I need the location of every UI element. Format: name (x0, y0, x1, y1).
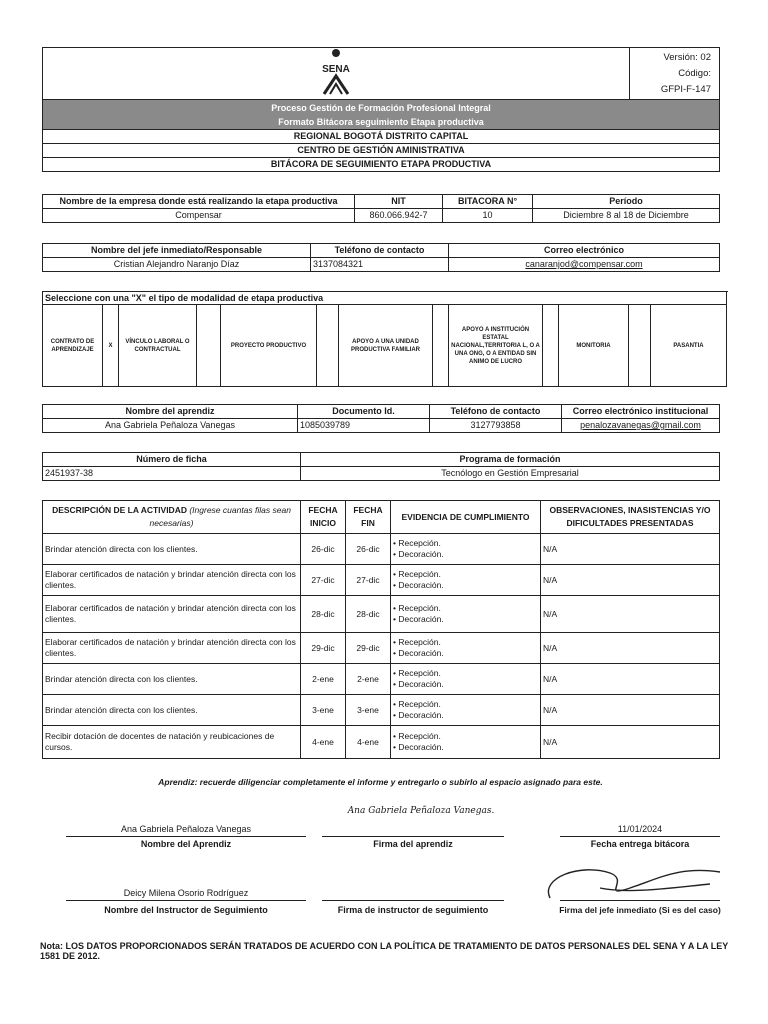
modality-pasantia: PASANTIA (651, 305, 727, 387)
evidence-line: • Decoración. (393, 742, 444, 752)
delivery-date-line (560, 836, 720, 837)
activity-end: 26-dic (346, 534, 391, 565)
bitacora-header: BITACORA N° (443, 195, 533, 209)
activity-end: 29-dic (346, 633, 391, 664)
boss-email-header: Correo electrónico (449, 244, 720, 258)
program-name: Tecnólogo en Gestión Empresarial (301, 467, 720, 481)
modality-unidad-familiar: APOYO A UNA UNIDAD PRODUCTIVA FAMILIAR (339, 305, 433, 387)
apprentice-name-sign: Ana Gabriela Peñaloza Vanegas (121, 824, 251, 834)
boss-phone: 3137084321 (311, 258, 449, 272)
ficha-header: Número de ficha (43, 453, 301, 467)
modality-box-proyecto[interactable] (317, 305, 339, 387)
activity-row (43, 633, 720, 664)
nit-value: 860.066.942-7 (355, 209, 443, 223)
activity-desc: Brindar atención directa con los clientes. (43, 534, 301, 565)
activity-start: 27-dic (301, 565, 346, 596)
activity-observation: N/A (541, 695, 720, 726)
modality-vinculo: VÍNCULO LABORAL O CONTRACTUAL (119, 305, 197, 387)
activity-desc-header (43, 501, 301, 534)
boss-name-header: Nombre del jefe inmediato/Responsable (43, 244, 311, 258)
activity-observation: N/A (541, 596, 720, 633)
activity-evidence (391, 695, 541, 726)
activity-start: 28-dic (301, 596, 346, 633)
regional-text: REGIONAL BOGOTÁ DISTRITO CAPITAL (43, 130, 720, 144)
version-text: Versión: 02 (663, 51, 711, 63)
sena-logo-icon (318, 48, 354, 96)
apprentice-name-label: Nombre del Aprendiz (140, 839, 232, 849)
apprentice-phone-header: Teléfono de contacto (430, 405, 562, 419)
evidence-line: • Recepción. (393, 637, 441, 647)
modality-proyecto: PROYECTO PRODUCTIVO (221, 305, 317, 387)
activity-start: 29-dic (301, 633, 346, 664)
activity-start: 3-ene (301, 695, 346, 726)
activity-row (43, 664, 720, 695)
activity-desc-header-italic: (Ingrese cuantas filas sean necesarias) (149, 505, 291, 528)
activity-start: 2-ene (301, 664, 346, 695)
boss-sign-line (560, 900, 720, 901)
activities-table (42, 500, 720, 759)
activity-row (43, 565, 720, 596)
instructor-name-label: Nombre del Instructor de Seguimiento (104, 905, 268, 915)
activity-desc: Elaborar certificados de natación y brindar atención directa con los clientes. (43, 633, 301, 664)
activity-row (43, 596, 720, 633)
modality-box-monitoria[interactable] (629, 305, 651, 387)
activity-end: 3-ene (346, 695, 391, 726)
activity-evidence (391, 664, 541, 695)
apprentice-name: Ana Gabriela Peñaloza Vanegas (43, 419, 298, 433)
observations-header: OBSERVACIONES, INASISTENCIAS Y/O DIFICULTADES PRESENTADAS (541, 501, 720, 534)
apprentice-doc-header: Documento Id. (298, 405, 430, 419)
company-name-header: Nombre de la empresa donde está realizando la etapa productiva (43, 195, 355, 209)
activity-end: 4-ene (346, 726, 391, 759)
boss-table (42, 243, 720, 272)
modality-box-unidad[interactable] (433, 305, 449, 387)
activity-row (43, 726, 720, 759)
code-label: Código: (678, 67, 711, 79)
evidence-line: • Recepción. (393, 569, 441, 579)
instructor-name: Deicy Milena Osorio Rodríguez (123, 888, 249, 898)
modality-monitoria: MONITORIA (559, 305, 629, 387)
activity-end: 28-dic (346, 596, 391, 633)
instructor-sign-line (322, 900, 504, 901)
code-value: GFPI-F-147 (660, 83, 711, 95)
activity-start: 26-dic (301, 534, 346, 565)
activity-observation: N/A (541, 534, 720, 565)
period-header: Período (533, 195, 720, 209)
apprentice-name-header: Nombre del aprendiz (43, 405, 298, 419)
apprentice-signature: Ana Gabriela Peñaloza Vanegas. (347, 806, 495, 816)
format-text: Formato Bitácora seguimiento Etapa productiva (278, 116, 484, 127)
version-cell (630, 48, 720, 100)
activity-end: 27-dic (346, 565, 391, 596)
bitacora-number: 10 (443, 209, 533, 223)
boss-email: canaranjod@compensar.com (449, 258, 720, 272)
activity-observation: N/A (541, 664, 720, 695)
program-table (42, 452, 720, 481)
evidence-line: • Recepción. (393, 668, 441, 678)
evidence-line: • Decoración. (393, 679, 444, 689)
evidence-header: EVIDENCIA DE CUMPLIMIENTO (391, 501, 541, 534)
ficha-number: 2451937-38 (43, 467, 301, 481)
company-name: Compensar (43, 209, 355, 223)
process-banner (43, 100, 720, 130)
boss-phone-header: Teléfono de contacto (311, 244, 449, 258)
evidence-line: • Recepción. (393, 731, 441, 741)
activity-start: 4-ene (301, 726, 346, 759)
evidence-line: • Decoración. (393, 648, 444, 658)
activity-evidence (391, 596, 541, 633)
evidence-line: • Decoración. (393, 614, 444, 624)
logo-cell (43, 48, 630, 100)
modality-box-vinculo[interactable] (197, 305, 221, 387)
boss-sign-label: Firma del jefe inmediato (Si es del caso) (559, 905, 721, 915)
company-table (42, 194, 720, 223)
modality-contrato: CONTRATO DE APRENDIZAJE (43, 305, 103, 387)
activity-evidence (391, 726, 541, 759)
apprentice-table (42, 404, 720, 433)
apprentice-sign-label: Firma del aprendiz (373, 839, 453, 849)
modality-institucion: APOYO A INSTITUCIÓN ESTATAL NACIONAL,TERRITORIA L, O A UNA ONG, O A ENTIDAD SIN ANIMO DE LUCRO (449, 305, 543, 387)
evidence-line: • Decoración. (393, 710, 444, 720)
activity-observation: N/A (541, 633, 720, 664)
start-date-header: FECHA INICIO (301, 501, 346, 534)
activity-row (43, 695, 720, 726)
nit-header: NIT (355, 195, 443, 209)
modality-table (42, 291, 727, 387)
activity-desc: Elaborar certificados de natación y brindar atención directa con los clientes. (43, 565, 301, 596)
activity-evidence (391, 534, 541, 565)
activity-row (43, 534, 720, 565)
apprentice-phone: 3127793858 (430, 419, 562, 433)
activity-desc: Elaborar certificados de natación y brindar atención directa con los clientes. (43, 596, 301, 633)
footer-note: Nota: LOS DATOS PROPORCIONADOS SERÁN TRATADOS DE ACUERDO CON LA POLÍTICA DE TRATAMIENTO DE DATOS PERSONALES DEL SENA Y A LA LEY 1581 DE 2012. (40, 941, 729, 961)
delivery-date-label: Fecha entrega bitácora (590, 839, 690, 849)
period-value: Diciembre 8 al 18 de Diciembre (533, 209, 720, 223)
center-text: CENTRO DE GESTIÓN AMINISTRATIVA (43, 144, 720, 158)
evidence-line: • Recepción. (393, 699, 441, 709)
delivery-date: 11/01/2024 (617, 824, 663, 834)
end-date-header: FECHA FIN (346, 501, 391, 534)
activity-observation: N/A (541, 565, 720, 596)
activity-evidence (391, 633, 541, 664)
activity-evidence (391, 565, 541, 596)
activity-desc: Brindar atención directa con los clientes. (43, 664, 301, 695)
modality-mark-x[interactable]: X (103, 305, 119, 387)
activity-observation: N/A (541, 726, 720, 759)
header-table (42, 47, 720, 172)
boss-name: Cristian Alejandro Naranjo Díaz (43, 258, 311, 272)
apprentice-doc: 1085039789 (298, 419, 430, 433)
apprentice-email: penalozavanegas@gmail.com (562, 419, 720, 433)
program-header: Programa de formación (301, 453, 720, 467)
apprentice-sign-line (322, 836, 504, 837)
evidence-line: • Recepción. (393, 538, 441, 548)
instructor-sign-label: Firma de instructor de seguimiento (337, 905, 489, 915)
evidence-line: • Decoración. (393, 580, 444, 590)
activity-desc: Recibir dotación de docentes de natación y reubicaciones de cursos. (43, 726, 301, 759)
reminder-text: Aprendiz: recuerde diligenciar completamente el informe y entregarlo o subirlo al espacio asignado para este. (158, 777, 603, 787)
activity-end: 2-ene (346, 664, 391, 695)
activity-desc-header-bold: DESCRIPCIÓN DE LA ACTIVIDAD (52, 505, 187, 515)
activity-desc: Brindar atención directa con los clientes. (43, 695, 301, 726)
modality-box-institucion[interactable] (543, 305, 559, 387)
apprentice-email-header: Correo electrónico institucional (562, 405, 720, 419)
process-text: Proceso Gestión de Formación Profesional Integral (271, 102, 491, 113)
apprentice-name-line (66, 836, 306, 837)
title-text: BITÁCORA DE SEGUIMIENTO ETAPA PRODUCTIVA (43, 158, 720, 172)
evidence-line: • Recepción. (393, 603, 441, 613)
logo-text: SENA (322, 64, 350, 75)
instructor-name-line (66, 900, 306, 901)
evidence-line: • Decoración. (393, 549, 444, 559)
modality-title: Seleccione con una "X" el tipo de modalidad de etapa productiva (43, 292, 727, 305)
